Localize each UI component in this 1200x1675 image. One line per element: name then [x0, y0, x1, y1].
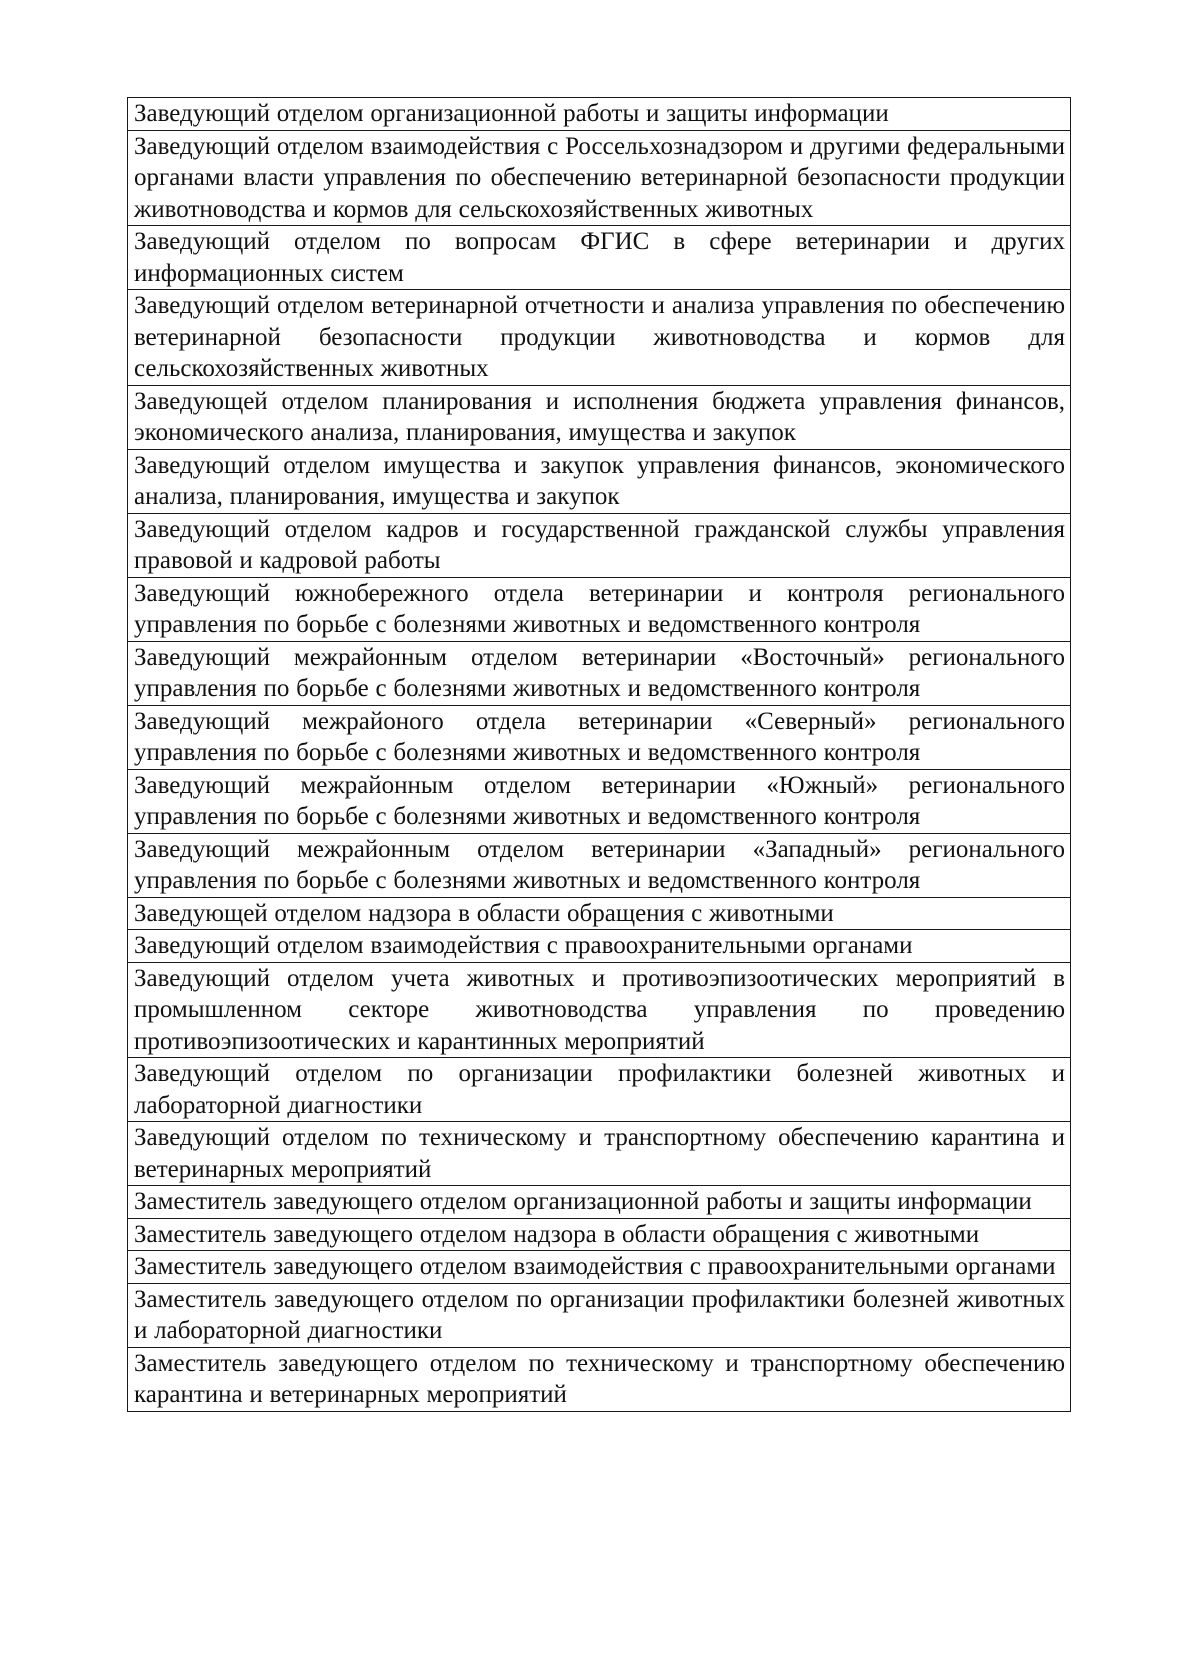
table-row [128, 641, 1071, 705]
position-cell: Заведующий южнобережного отдела ветеринарии и контроля регионального управления по борьбе с болезнями животных и ведомственного контроля [128, 577, 1071, 641]
table-row [128, 1218, 1071, 1251]
position-cell: Заведующий межрайонным отделом ветеринарии «Западный» регионального управления по борьбе с болезнями животных и ведомственного контроля [128, 833, 1071, 897]
position-cell: Заведующий отделом по организации профилактики болезней животных и лабораторной диагностики [128, 1058, 1071, 1122]
position-cell: Заведующей отделом планирования и исполнения бюджета управления финансов, экономического анализа, планирования, имущества и закупок [128, 385, 1071, 449]
position-cell: Заведующий отделом по вопросам ФГИС в сфере ветеринарии и других информационных систем [128, 226, 1071, 290]
position-cell: Заведующий отделом взаимодействия с Россельхознадзором и другими федеральными органами власти управления по обеспечению ветеринарной безопасности продукции животноводства и кормов для сельскохозяйственных животных [128, 130, 1071, 226]
position-cell: Заведующий отделом учета животных и противоэпизоотических мероприятий в промышленном секторе животноводства управления по проведению противоэпизоотических и карантинных мероприятий [128, 962, 1071, 1058]
table-row [128, 1058, 1071, 1122]
table-row [128, 577, 1071, 641]
position-cell: Заведующий отделом кадров и государственной гражданской службы управления правовой и кадровой работы [128, 513, 1071, 577]
table-row [128, 513, 1071, 577]
table-row [128, 1186, 1071, 1219]
position-cell: Заведующий отделом организационной работы и защиты информации [128, 98, 1071, 131]
table-row [128, 930, 1071, 963]
table-row [128, 449, 1071, 513]
table-row [128, 226, 1071, 290]
position-cell: Заместитель заведующего отделом взаимодействия с правоохранительными органами [128, 1251, 1071, 1284]
position-cell: Заведующий межрайонным отделом ветеринарии «Южный» регионального управления по борьбе с болезнями животных и ведомственного контроля [128, 769, 1071, 833]
table-row [128, 705, 1071, 769]
table-row [128, 833, 1071, 897]
table-row [128, 1251, 1071, 1284]
position-cell: Заведующей отделом надзора в области обращения с животными [128, 897, 1071, 930]
position-cell: Заместитель заведующего отделом надзора в области обращения с животными [128, 1218, 1071, 1251]
table-row [128, 1283, 1071, 1347]
position-cell: Заместитель заведующего отделом организационной работы и защиты информации [128, 1186, 1071, 1219]
position-cell: Заведующий отделом имущества и закупок управления финансов, экономического анализа, планирования, имущества и закупок [128, 449, 1071, 513]
table-row [128, 897, 1071, 930]
table-row [128, 769, 1071, 833]
position-cell: Заведующий отделом по техническому и транспортному обеспечению карантина и ветеринарных мероприятий [128, 1122, 1071, 1186]
position-cell: Заместитель заведующего отделом по организации профилактики болезней животных и лабораторной диагностики [128, 1283, 1071, 1347]
position-cell: Заместитель заведующего отделом по техническому и транспортному обеспечению карантина и ветеринарных мероприятий [128, 1347, 1071, 1411]
positions-table [127, 97, 1071, 1412]
table-row [128, 1347, 1071, 1411]
position-cell: Заведующий отделом ветеринарной отчетности и анализа управления по обеспечению ветеринарной безопасности продукции животноводства и кормов для сельскохозяйственных животных [128, 290, 1071, 386]
table-row [128, 385, 1071, 449]
table-row [128, 130, 1071, 226]
position-cell: Заведующий отделом взаимодействия с правоохранительными органами [128, 930, 1071, 963]
positions-table-body [128, 98, 1071, 1412]
table-row [128, 290, 1071, 386]
table-row [128, 962, 1071, 1058]
position-cell: Заведующий межрайоного отдела ветеринарии «Северный» регионального управления по борьбе с болезнями животных и ведомственного контроля [128, 705, 1071, 769]
table-row [128, 98, 1071, 131]
position-cell: Заведующий межрайонным отделом ветеринарии «Восточный» регионального управления по борьбе с болезнями животных и ведомственного контроля [128, 641, 1071, 705]
table-row [128, 1122, 1071, 1186]
